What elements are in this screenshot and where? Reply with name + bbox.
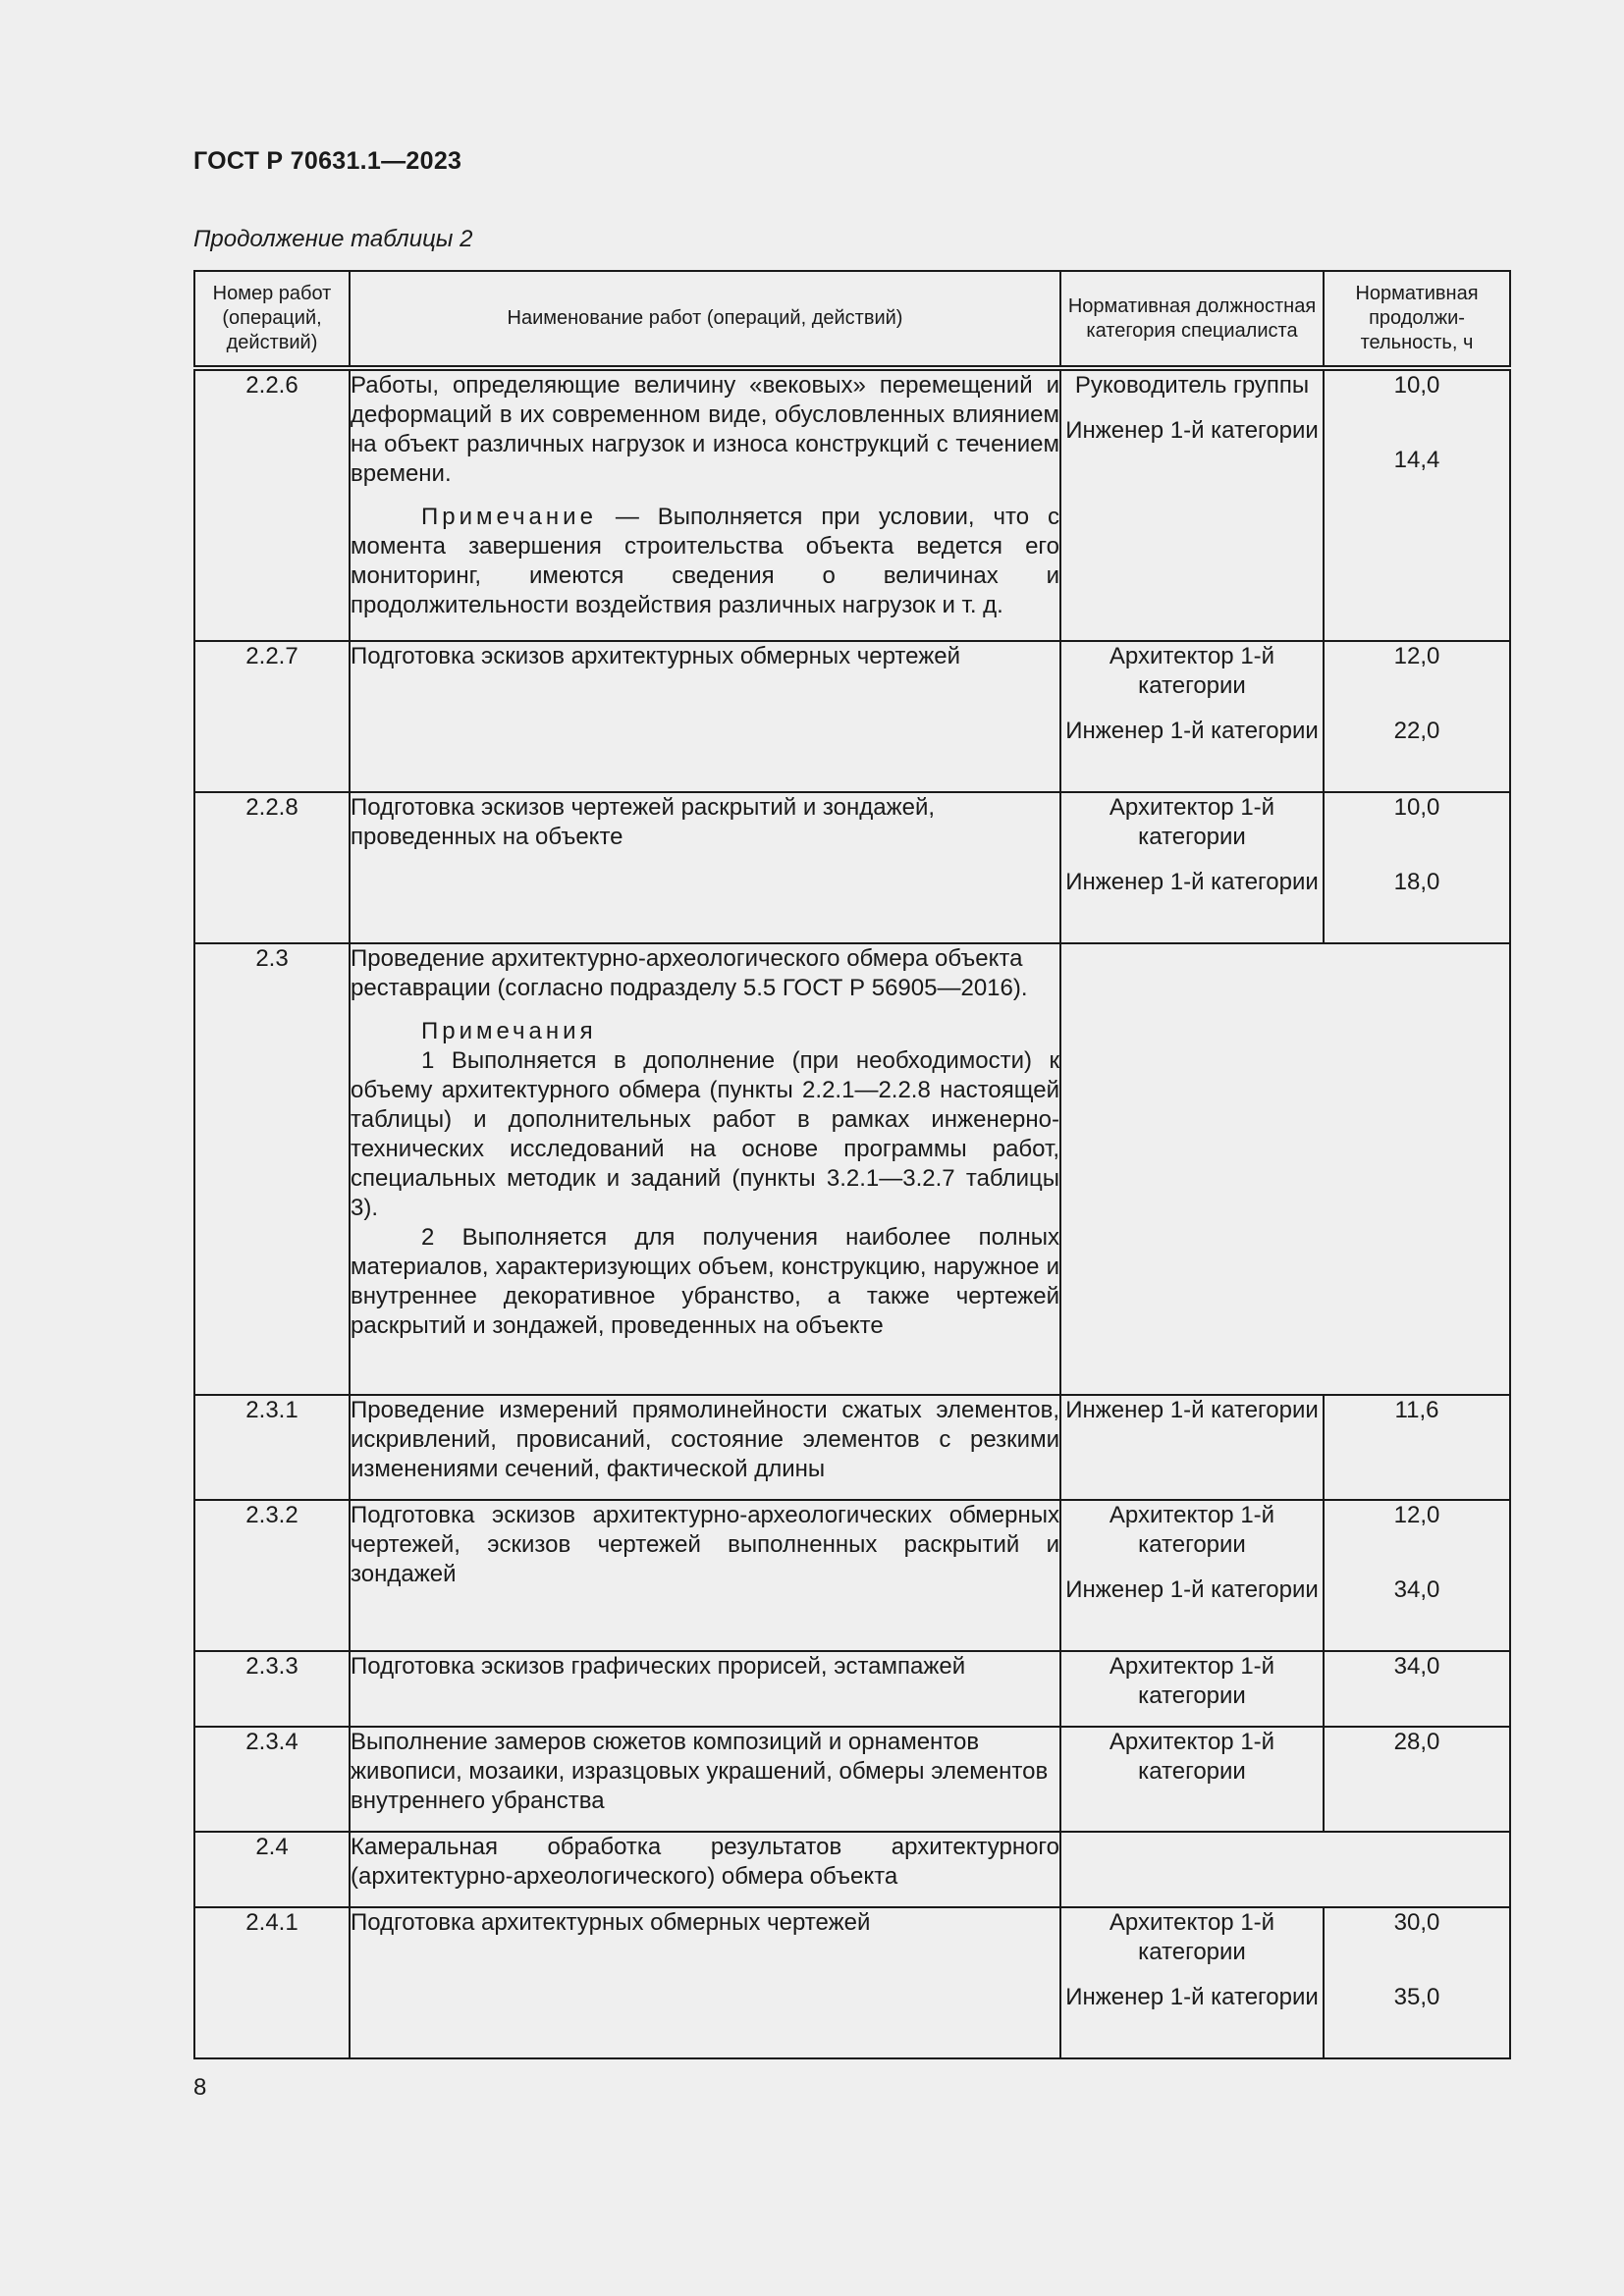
note-label: Примечание bbox=[421, 504, 597, 530]
work-number: 2.3.4 bbox=[194, 1727, 350, 1832]
category-entry: Архитектор 1-й категории bbox=[1109, 643, 1275, 699]
table-row bbox=[194, 943, 1510, 1395]
duration bbox=[1324, 1907, 1510, 2058]
duration bbox=[1324, 792, 1510, 943]
work-name bbox=[350, 1727, 1060, 1832]
work-number: 2.3.2 bbox=[194, 1500, 350, 1651]
work-note bbox=[351, 503, 1059, 620]
category-entry: Архитектор 1-й категории bbox=[1109, 1653, 1275, 1709]
duration bbox=[1324, 1395, 1510, 1500]
work-number: 2.3.3 bbox=[194, 1651, 350, 1727]
specialist-category bbox=[1060, 368, 1324, 641]
work-description: Подготовка эскизов графических прорисей, эстампажей bbox=[351, 1653, 966, 1680]
col-header-name: Наименование работ (операций, действий) bbox=[350, 271, 1060, 368]
page-number: 8 bbox=[193, 2074, 207, 2101]
document-code: ГОСТ Р 70631.1—2023 bbox=[193, 147, 462, 175]
work-description: Подготовка эскизов архитектурно-археологических обмерных чертежей, эскизов чертежей выполненных раскрытий и зондажей bbox=[351, 1502, 1059, 1587]
duration-value: 12,0 bbox=[1393, 643, 1440, 669]
work-description: Проведение архитектурно-археологического обмера объекта реставрации (согласно подразделу 5.5 ГОСТ Р 56905—2016). bbox=[351, 945, 1028, 1001]
work-number: 2.3.1 bbox=[194, 1395, 350, 1500]
work-name bbox=[350, 641, 1060, 792]
table-row bbox=[194, 1832, 1510, 1907]
specialist-category bbox=[1060, 792, 1324, 943]
work-note: 2 Выполняется для получения наиболее полных материалов, характеризующих объем, конструкцию, наружное и внутреннее декоративное убранство, а также чертежей раскрытий и зондажей, проведенных на объекте bbox=[351, 1224, 1059, 1339]
duration-value: 11,6 bbox=[1394, 1397, 1439, 1423]
table-header-row bbox=[194, 271, 1510, 368]
duration bbox=[1324, 368, 1510, 641]
table-row bbox=[194, 1727, 1510, 1832]
duration-value: 10,0 bbox=[1393, 372, 1440, 399]
work-description: Подготовка эскизов чертежей раскрытий и зондажей, проведенных на объекте bbox=[351, 794, 936, 850]
specialist-category bbox=[1060, 1651, 1324, 1727]
duration bbox=[1324, 1651, 1510, 1727]
work-description: Подготовка архитектурных обмерных чертежей bbox=[351, 1909, 871, 1936]
duration bbox=[1324, 1500, 1510, 1651]
work-note: 1 Выполняется в дополнение (при необходимости) к объему архитектурного обмера (пункты 2.2.1—2.2.8 настоящей таблицы) и дополнительных работ в рамках инженерно-технических исследований на основе программы работ, специальных методик и заданий (пункты 3.2.1—3.2.7 таблицы 3). bbox=[351, 1047, 1059, 1221]
empty-cell bbox=[1060, 1832, 1510, 1907]
note-text: — Выполняется при условии, что с момента завершения строительства объекта ведется его мониторинг, имеются сведения о величинах и продолжительности воздействия различных нагрузок и т. д. bbox=[351, 504, 1060, 618]
col-header-duration: Нормативная продолжи-тельность, ч bbox=[1324, 271, 1510, 368]
table-row bbox=[194, 641, 1510, 792]
duration-value: 12,0 bbox=[1393, 1502, 1440, 1528]
category-entry: Инженер 1-й категории bbox=[1065, 869, 1319, 895]
table-row bbox=[194, 792, 1510, 943]
duration-value: 34,0 bbox=[1393, 1653, 1440, 1680]
category-entry: Руководитель группы bbox=[1074, 372, 1310, 399]
table-row bbox=[194, 1907, 1510, 2058]
duration-value: 14,4 bbox=[1393, 447, 1440, 473]
specialist-category bbox=[1060, 1727, 1324, 1832]
work-description: Подготовка эскизов архитектурных обмерных чертежей bbox=[351, 643, 961, 669]
work-name bbox=[350, 1395, 1060, 1500]
work-name bbox=[350, 1832, 1060, 1907]
work-number: 2.2.6 bbox=[194, 368, 350, 641]
table-row bbox=[194, 1651, 1510, 1727]
specialist-category bbox=[1060, 641, 1324, 792]
duration-value: 35,0 bbox=[1393, 1984, 1440, 2010]
table-row bbox=[194, 1500, 1510, 1651]
category-entry: Инженер 1-й категории bbox=[1065, 417, 1319, 444]
col-header-number: Номер работ (операций, действий) bbox=[194, 271, 350, 368]
col-header-category: Нормативная должностная категория специалиста bbox=[1060, 271, 1324, 368]
duration-value: 10,0 bbox=[1393, 794, 1440, 821]
work-name bbox=[350, 1907, 1060, 2058]
work-number: 2.2.8 bbox=[194, 792, 350, 943]
work-description: Проведение измерений прямолинейности сжатых элементов, искривлений, провисаний, состояние элементов с резкими изменениями сечений, фактической длины bbox=[351, 1397, 1059, 1482]
notes-label: Примечания bbox=[421, 1018, 597, 1044]
work-name bbox=[350, 1500, 1060, 1651]
norms-table bbox=[193, 270, 1511, 2059]
category-entry: Инженер 1-й категории bbox=[1065, 1397, 1319, 1423]
category-entry: Инженер 1-й категории bbox=[1065, 1576, 1319, 1603]
category-entry: Архитектор 1-й категории bbox=[1109, 1502, 1275, 1558]
duration-value: 28,0 bbox=[1393, 1729, 1440, 1755]
specialist-category bbox=[1060, 1500, 1324, 1651]
empty-cell bbox=[1060, 943, 1510, 1395]
work-name bbox=[350, 1651, 1060, 1727]
work-name bbox=[350, 368, 1060, 641]
table-row bbox=[194, 1395, 1510, 1500]
work-number: 2.4.1 bbox=[194, 1907, 350, 2058]
specialist-category bbox=[1060, 1395, 1324, 1500]
table-row bbox=[194, 368, 1510, 641]
table-caption: Продолжение таблицы 2 bbox=[193, 226, 473, 252]
duration-value: 22,0 bbox=[1393, 718, 1440, 744]
work-number: 2.3 bbox=[194, 943, 350, 1395]
work-number: 2.2.7 bbox=[194, 641, 350, 792]
specialist-category bbox=[1060, 1907, 1324, 2058]
category-entry: Архитектор 1-й категории bbox=[1109, 1909, 1275, 1965]
work-name bbox=[350, 792, 1060, 943]
work-description: Камеральная обработка результатов архитектурного (архитектурно-археологического) обмера объекта bbox=[351, 1834, 1059, 1890]
category-entry: Архитектор 1-й категории bbox=[1109, 794, 1275, 850]
category-entry: Инженер 1-й категории bbox=[1065, 718, 1319, 744]
work-description: Выполнение замеров сюжетов композиций и орнаментов живописи, мозаики, изразцовых украшений, обмеры элементов внутреннего убранства bbox=[351, 1729, 1049, 1814]
work-number: 2.4 bbox=[194, 1832, 350, 1907]
duration-value: 34,0 bbox=[1393, 1576, 1440, 1603]
category-entry: Архитектор 1-й категории bbox=[1109, 1729, 1275, 1785]
duration bbox=[1324, 641, 1510, 792]
duration-value: 18,0 bbox=[1393, 869, 1440, 895]
duration-value: 30,0 bbox=[1393, 1909, 1440, 1936]
duration bbox=[1324, 1727, 1510, 1832]
category-entry: Инженер 1-й категории bbox=[1065, 1984, 1319, 2010]
work-description: Работы, определяющие величину «вековых» перемещений и деформаций в их современном виде, обусловленных влиянием на объект различных нагрузок и износа конструкций с течением времени. bbox=[351, 372, 1059, 487]
work-name bbox=[350, 943, 1060, 1395]
